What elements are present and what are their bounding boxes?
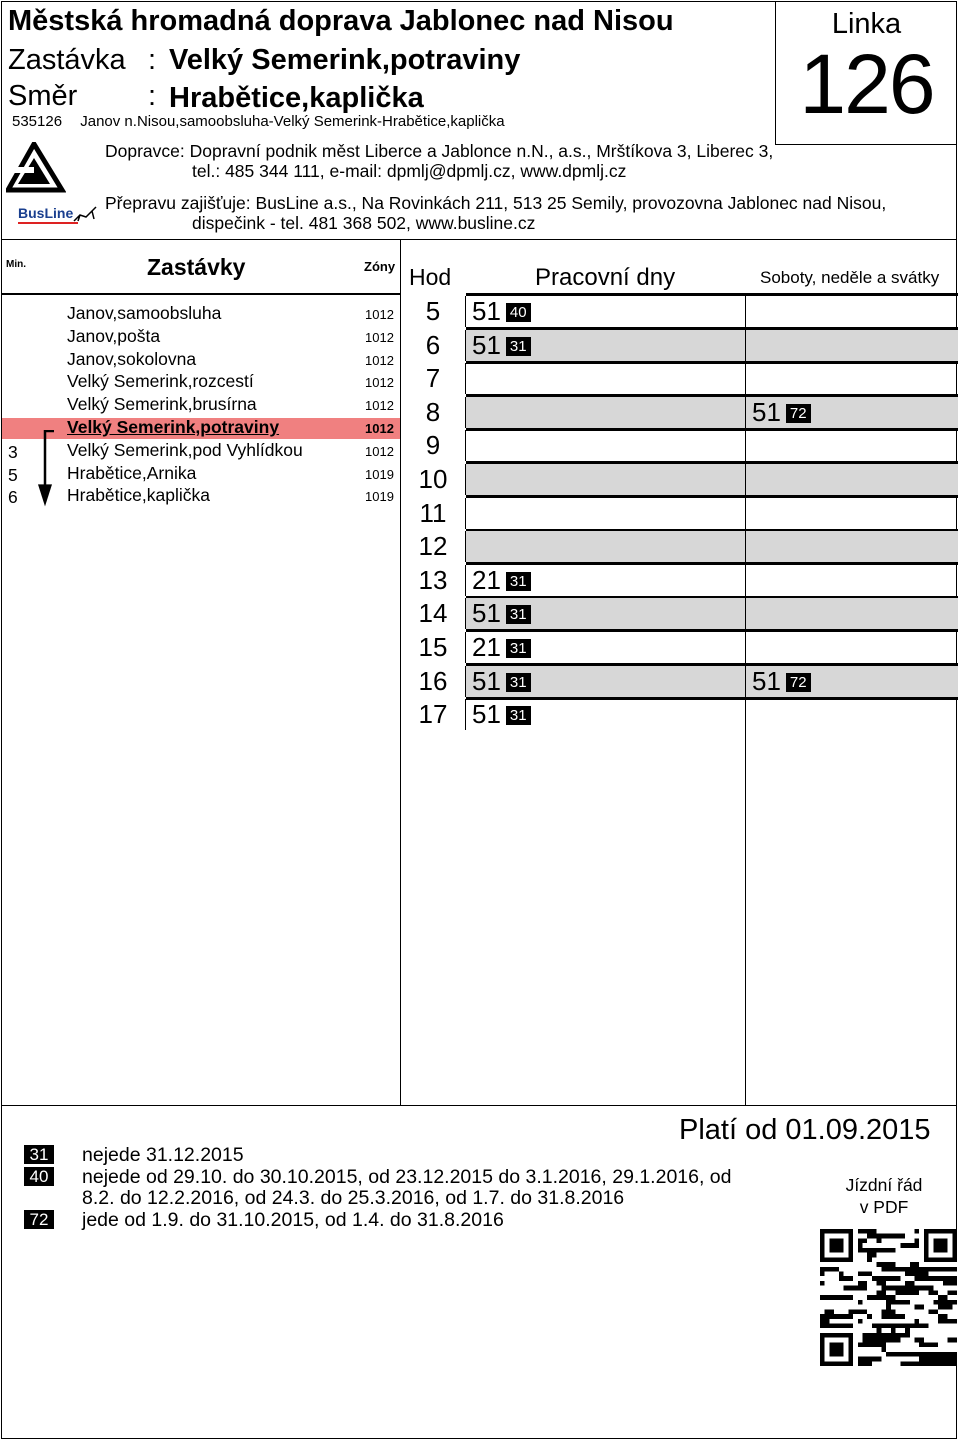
header: [2, 2, 956, 240]
footer: [2, 1105, 956, 1439]
busline-underline: [18, 222, 78, 224]
stop-zone: 1012: [365, 398, 394, 414]
stop-name[interactable]: Janov,sokolovna: [67, 348, 197, 369]
workday-cell: [466, 531, 745, 562]
note-badge: 72: [786, 673, 811, 692]
departure-minute: 51: [472, 296, 501, 326]
route-code: 535126: [12, 113, 63, 130]
stops-panel: [2, 239, 401, 1105]
departure[interactable]: [472, 699, 531, 730]
departure[interactable]: [752, 666, 811, 697]
workday-cell: [466, 632, 745, 663]
stop-zone: 1019: [365, 466, 394, 482]
hour-cell: 6: [401, 330, 466, 361]
note-badge: 31: [506, 572, 531, 591]
hour-row: [401, 363, 958, 394]
departure-minute: 21: [472, 564, 501, 595]
note-badge: 31: [506, 639, 531, 658]
hour-row: [401, 498, 958, 529]
hour-row: [401, 397, 958, 428]
stop-zone: 1012: [365, 352, 394, 368]
valid-from: Platí od 01.09.2015: [679, 1114, 931, 1146]
workday-cell: [466, 666, 745, 697]
hour-cell: 17: [401, 699, 466, 730]
hour-cell: 7: [401, 363, 466, 394]
weekend-cell: [746, 363, 958, 394]
footnote-text: nejede od 29.10. do 30.10.2015, od 23.12.2015 do 3.1.2016, 29.1.2016, od: [82, 1165, 732, 1188]
stop-name[interactable]: Hrabětice,kaplička: [67, 485, 210, 506]
stop-name[interactable]: Janov,pošta: [67, 325, 161, 346]
stop-name[interactable]: Janov,samoobsluha: [67, 303, 222, 323]
stop-name: Velký Semerink,potraviny: [169, 44, 521, 76]
weekend-cell: [746, 330, 958, 361]
weekend-cell: [746, 296, 958, 327]
workday-cell: [466, 296, 745, 327]
stop-name[interactable]: Hrabětice,Arnika: [67, 462, 197, 483]
hour-cell: 14: [401, 598, 466, 629]
stop-zone: 1019: [365, 489, 394, 505]
busline-logo-text: BusLine: [18, 205, 74, 221]
line-number: 126: [799, 37, 934, 131]
footnote-text: 8.2. do 12.2.2016, od 24.3. do 25.3.2016, od 1.7. do 31.8.2016: [82, 1187, 625, 1209]
footnote-text: nejede 31.12.2015: [82, 1144, 244, 1166]
weekend-cell: [746, 464, 958, 495]
hour-row: [401, 598, 958, 629]
page-title: Městská hromadná doprava Jablonec nad Nisou: [8, 5, 674, 37]
pdf-link-line-1: Jízdní řád: [845, 1175, 923, 1195]
workday-cell: [466, 330, 745, 361]
workday-cell: [466, 430, 745, 461]
stop-colon: :: [148, 44, 157, 76]
hour-cell: 10: [401, 464, 466, 495]
hour-cell: 9: [401, 430, 466, 461]
direction-label: Směr: [8, 80, 78, 112]
operator-line-1: Dopravce: Dopravní podnik měst Liberce a Jablonce n.N., a.s., Mrštíkova 3, Liberec 3,: [105, 141, 774, 161]
footnote-code: 31: [24, 1145, 54, 1164]
hour-row: [401, 632, 958, 663]
stop-minute: 3: [8, 441, 18, 462]
stop-zone: 1012: [365, 421, 394, 436]
workdays-header: Pracovní dny: [535, 264, 676, 291]
weekend-cell: [746, 565, 958, 596]
departure[interactable]: [472, 598, 531, 629]
hour-row: [401, 330, 958, 361]
footnote-text: jede od 1.9. do 31.10.2015, od 1.4. do 31.8.2016: [82, 1208, 504, 1231]
workday-cell: [466, 363, 745, 394]
note-badge: 31: [506, 337, 531, 356]
hour-row: [401, 430, 958, 461]
note-badge: 40: [506, 303, 531, 322]
note-badge: 31: [506, 605, 531, 624]
footnote-code: 40: [24, 1167, 54, 1186]
workday-cell: [466, 498, 745, 529]
departure[interactable]: [472, 632, 531, 663]
stop-name[interactable]: Velký Semerink,rozcestí: [67, 371, 254, 392]
weekends-header: Soboty, neděle a svátky: [760, 268, 940, 287]
departure-minute: 51: [472, 598, 501, 629]
note-badge: 31: [506, 706, 531, 725]
hour-header: Hod: [409, 264, 452, 290]
workday-cell: [466, 598, 745, 629]
departure-minute: 21: [472, 632, 501, 662]
hour-row: [401, 565, 958, 596]
departure[interactable]: [472, 330, 531, 361]
stop-minute: 5: [8, 464, 18, 485]
weekend-cell: [746, 699, 958, 730]
timetable: [401, 239, 956, 1105]
route-code-row: [12, 113, 505, 130]
zones-header: Zóny: [364, 259, 396, 274]
route-path: Janov n.Nisou,samoobsluha-Velký Semerink-Hrabětice,kaplička: [80, 113, 505, 130]
stop-zone: 1012: [365, 329, 394, 345]
line-label: Linka: [831, 8, 902, 40]
departure[interactable]: [472, 666, 531, 697]
departure[interactable]: [752, 397, 811, 428]
departure[interactable]: [472, 296, 531, 327]
carrier-line-2: dispečink - tel. 481 368 502, www.busline.cz: [192, 213, 536, 233]
workday-cell: [466, 699, 745, 730]
workday-cell: [466, 565, 745, 596]
stop-name[interactable]: Velký Semerink,brusírna: [67, 394, 257, 415]
hour-row: [401, 531, 958, 562]
hour-row: [401, 699, 958, 730]
weekend-cell: [746, 498, 958, 529]
departure-minute: 51: [752, 665, 781, 696]
stop-minute: 6: [8, 487, 18, 508]
deer-icon: [72, 205, 98, 223]
pdf-link[interactable]: [822, 1174, 946, 1218]
stop-zone: 1012: [365, 307, 394, 322]
workday-cell: [466, 397, 745, 428]
hour-cell: 15: [401, 632, 466, 663]
departure[interactable]: [472, 565, 531, 596]
line-box: [775, 2, 957, 145]
hour-row: [401, 666, 958, 697]
timetable-sheet: [1, 1, 957, 1439]
stop-row: [8, 44, 126, 77]
departure-minute: 51: [472, 329, 501, 360]
hour-row: [401, 296, 958, 327]
operator-line-2: tel.: 485 344 111, e-mail: dpmlj@dpmlj.cz, www.dpmlj.cz: [192, 161, 627, 181]
hour-cell: 11: [401, 498, 466, 529]
stop-zone: 1012: [365, 443, 394, 459]
departure-minute: 51: [752, 396, 781, 427]
busline-logo: [18, 205, 98, 231]
footnote-code: 72: [24, 1210, 54, 1229]
carrier-line-1: Přepravu zajišťuje: BusLine a.s., Na Rovinkách 211, 513 25 Semily, provozovna Jablonec nad Nisou,: [105, 193, 887, 213]
weekend-cell: [746, 430, 958, 461]
direction-colon: :: [148, 80, 157, 112]
direction-arrow-icon: [32, 430, 62, 510]
note-badge: 72: [786, 404, 811, 423]
weekend-cell: [746, 531, 958, 562]
weekend-cell: [746, 598, 958, 629]
hour-cell: 13: [401, 565, 466, 596]
hour-cell: 12: [401, 531, 466, 562]
stop-zone: 1012: [365, 375, 394, 391]
weekend-cell: [746, 666, 958, 697]
hour-cell: 16: [401, 666, 466, 697]
hour-cell: 8: [401, 397, 466, 428]
stops-header: Zastávky: [147, 254, 246, 280]
min-header: Min.: [6, 259, 26, 270]
pdf-link-line-2: v PDF: [859, 1197, 909, 1217]
hour-row: [401, 464, 958, 495]
note-badge: 31: [506, 673, 531, 692]
stop-name[interactable]: Velký Semerink,pod Vyhlídkou: [67, 439, 303, 460]
dpmlj-logo-icon: [6, 142, 66, 194]
weekend-cell: [746, 632, 958, 663]
stop-name[interactable]: Velký Semerink,potraviny: [67, 417, 280, 437]
hour-cell: 5: [401, 296, 466, 327]
workday-cell: [466, 464, 745, 495]
direction-name: Hrabětice,kaplička: [169, 82, 424, 114]
qr-code-icon[interactable]: [820, 1226, 957, 1369]
stops-header-rule: [2, 293, 400, 295]
weekend-cell: [746, 397, 958, 428]
departure-minute: 51: [472, 699, 501, 730]
departure-minute: 51: [472, 665, 501, 696]
stop-label: Zastávka: [8, 44, 126, 76]
